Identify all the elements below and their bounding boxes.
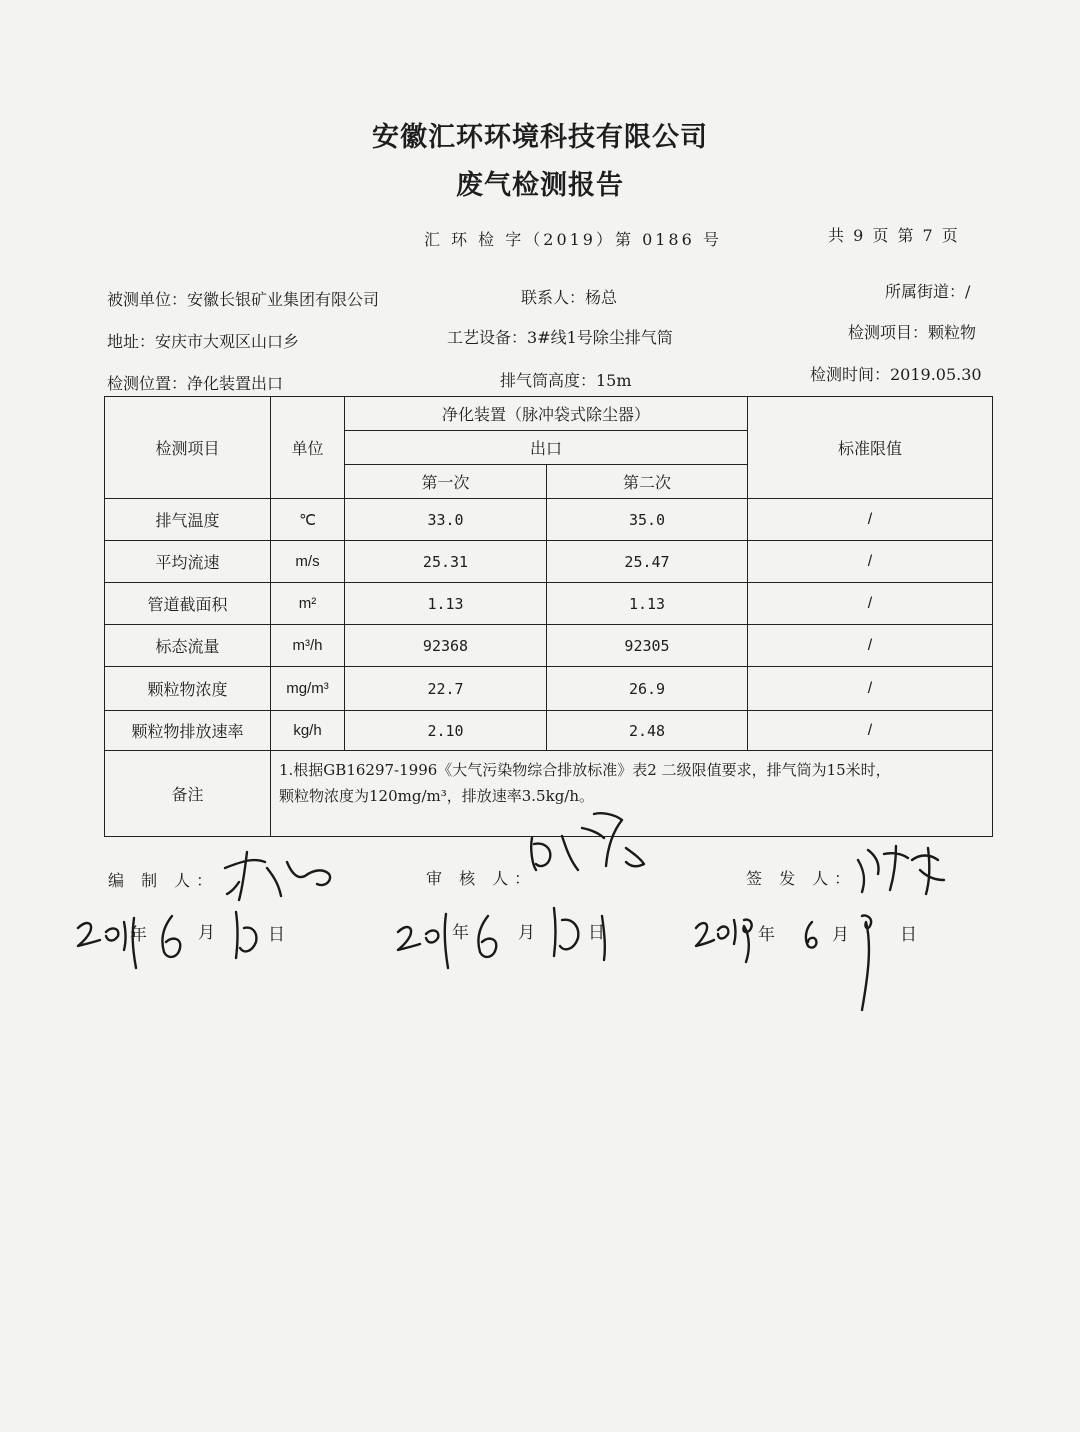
remark-line-1: 1.根据GB16297-1996《大气污染物综合排放标准》表2 二级限值要求，排气筒为15米时，	[279, 761, 891, 779]
row-item: 平均流速	[105, 541, 271, 583]
page-info: 共 9 页 第 7 页	[828, 226, 960, 245]
row-second: 1.13	[547, 583, 748, 625]
table-row	[105, 541, 993, 583]
row-first: 1.13	[345, 583, 547, 625]
stack-height: 排气筒高度：15m	[500, 371, 632, 390]
measurement-table	[104, 396, 993, 837]
row-item: 排气温度	[105, 499, 271, 541]
row-item: 颗粒物排放速率	[105, 711, 271, 751]
reviewer-label: 审 核 人：	[426, 869, 537, 888]
row-limit: /	[748, 583, 993, 625]
issuer-date-handwriting	[692, 906, 902, 1016]
street: 所属街道：/	[885, 282, 971, 301]
report-number: 汇 环 检 字（2019）第 0186 号	[424, 230, 722, 249]
row-unit: m³/h	[271, 625, 345, 667]
compiler-date-handwriting	[72, 898, 292, 978]
test-time: 检测时间：2019.05.30	[810, 365, 982, 384]
tested-unit: 被测单位：安徽长银矿业集团有限公司	[107, 290, 380, 309]
address: 地址：安庆市大观区山口乡	[107, 332, 300, 351]
table-row	[105, 667, 993, 711]
row-unit: m²	[271, 583, 345, 625]
row-limit: /	[748, 711, 993, 751]
table-row	[105, 711, 993, 751]
compiler-month-char: 月	[198, 923, 215, 943]
reviewer-day-char: 日	[588, 923, 605, 943]
reviewer-signature	[522, 808, 672, 888]
row-limit: /	[748, 667, 993, 711]
row-first: 25.31	[345, 541, 547, 583]
contact-person: 联系人：杨总	[521, 288, 618, 307]
row-unit: m/s	[271, 541, 345, 583]
header-second: 第二次	[547, 465, 748, 499]
issuer-day-char: 日	[900, 925, 917, 945]
row-limit: /	[748, 625, 993, 667]
header-item: 检测项目	[105, 397, 271, 499]
header-unit: 单位	[271, 397, 345, 499]
row-unit: kg/h	[271, 711, 345, 751]
remark-label: 备注	[105, 751, 271, 837]
header-limit: 标准限值	[748, 397, 993, 499]
row-second: 92305	[547, 625, 748, 667]
table-row	[105, 625, 993, 667]
report-title: 废气检测报告	[456, 170, 624, 201]
row-unit: ℃	[271, 499, 345, 541]
header-device: 净化装置（脉冲袋式除尘器）	[345, 397, 748, 431]
company-title: 安徽汇环环境科技有限公司	[372, 122, 708, 153]
reviewer-year-char: 年	[452, 923, 469, 943]
issuer-month-char: 月	[832, 925, 849, 945]
remark-line-2: 颗粒物浓度为120mg/m³，排放速率3.5kg/h。	[279, 787, 595, 805]
issuer-year-char: 年	[758, 925, 775, 945]
row-second: 26.9	[547, 667, 748, 711]
row-second: 2.48	[547, 711, 748, 751]
row-limit: /	[748, 499, 993, 541]
row-limit: /	[748, 541, 993, 583]
compiler-year-char: 年	[130, 925, 147, 945]
header-first: 第一次	[345, 465, 547, 499]
row-first: 33.0	[345, 499, 547, 541]
compiler-day-char: 日	[268, 925, 285, 945]
reviewer-month-char: 月	[518, 923, 535, 943]
row-item: 管道截面积	[105, 583, 271, 625]
row-item: 颗粒物浓度	[105, 667, 271, 711]
row-first: 2.10	[345, 711, 547, 751]
test-position: 检测位置：净化装置出口	[107, 374, 284, 393]
issuer-label: 签 发 人：	[746, 869, 857, 888]
table-row	[105, 499, 993, 541]
row-second: 25.47	[547, 541, 748, 583]
row-second: 35.0	[547, 499, 748, 541]
compiler-label: 编 制 人：	[108, 871, 219, 890]
process-equipment: 工艺设备：3#线1号除尘排气筒	[447, 328, 673, 347]
test-item: 检测项目：颗粒物	[848, 323, 977, 342]
row-unit: mg/m³	[271, 667, 345, 711]
row-first: 22.7	[345, 667, 547, 711]
table-row	[105, 583, 993, 625]
issuer-signature	[850, 840, 950, 900]
header-outlet: 出口	[345, 431, 748, 465]
row-first: 92368	[345, 625, 547, 667]
row-item: 标态流量	[105, 625, 271, 667]
